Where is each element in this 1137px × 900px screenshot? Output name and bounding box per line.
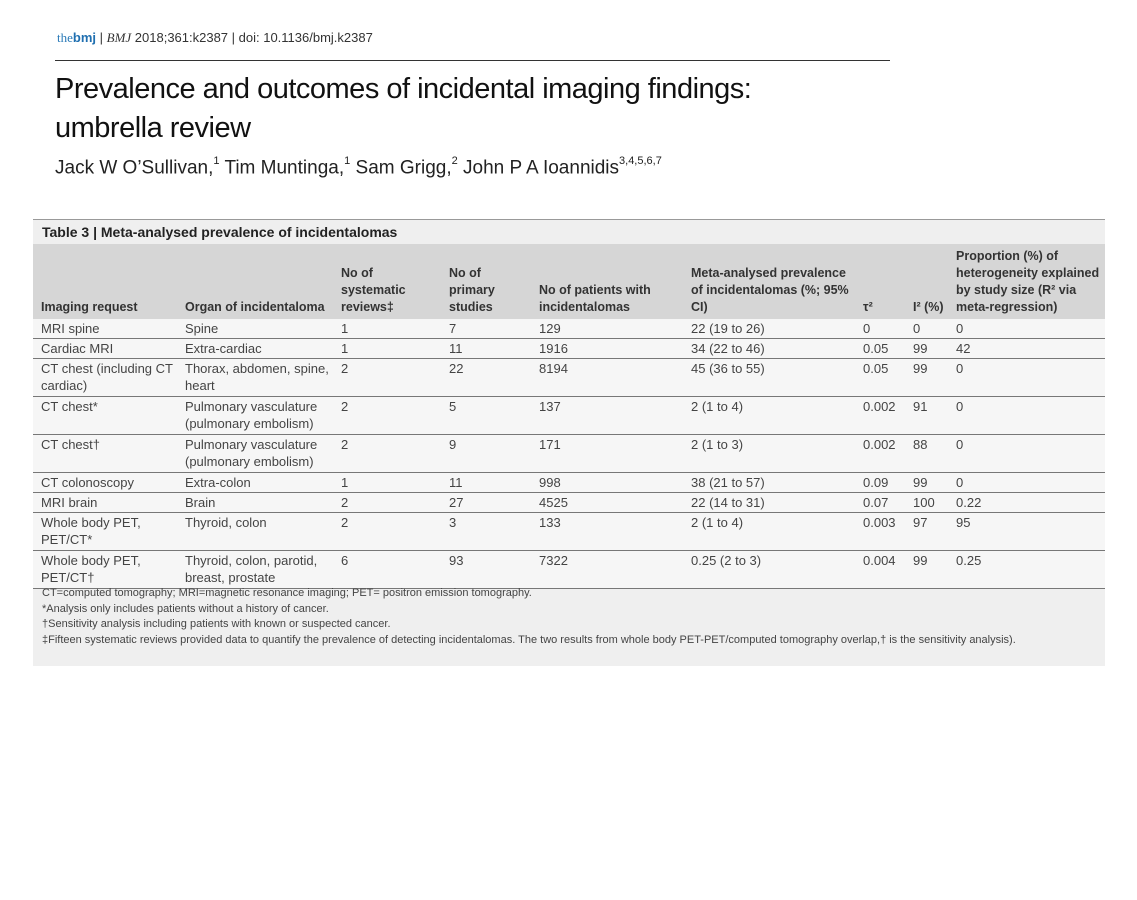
- author-affiliation: 3,4,5,6,7: [619, 155, 662, 167]
- table-cell: 22 (14 to 31): [683, 493, 855, 513]
- column-header: Proportion (%) of heterogeneity explained by study size (R² via meta-regression): [948, 244, 1105, 319]
- header-separator: |: [96, 30, 107, 45]
- table-cell: 99: [905, 473, 948, 493]
- table-cell: 1916: [531, 339, 683, 359]
- table-cell: 2: [333, 435, 441, 473]
- table-cell: 99: [905, 339, 948, 359]
- table-row: [33, 473, 1105, 493]
- table-cell: Thyroid, colon, parotid, breast, prostate: [177, 551, 333, 589]
- citation: 2018;361:k2387 | doi: 10.1136/bmj.k2387: [131, 30, 373, 45]
- table-cell: 6: [333, 551, 441, 589]
- table-cell: MRI spine: [33, 319, 177, 339]
- table-cell: 0: [855, 319, 905, 339]
- table-cell: 0.05: [855, 359, 905, 397]
- author-name: Jack W O’Sullivan,: [55, 157, 214, 179]
- paper-title: Prevalence and outcomes of incidental imaging findings: umbrella review: [55, 73, 752, 144]
- table-cell: 133: [531, 513, 683, 551]
- table-row: [33, 513, 1105, 551]
- column-header: No of primary studies: [441, 244, 531, 319]
- table-cell: 100: [905, 493, 948, 513]
- table-cell: 129: [531, 319, 683, 339]
- table-cell: 34 (22 to 46): [683, 339, 855, 359]
- table-cell: 4525: [531, 493, 683, 513]
- table-cell: 1: [333, 319, 441, 339]
- author-name: John P A Ioannidis: [463, 157, 620, 179]
- table-cell: Spine: [177, 319, 333, 339]
- table-cell: 1: [333, 473, 441, 493]
- table-cell: 0.002: [855, 397, 905, 435]
- table-cell: CT chest*: [33, 397, 177, 435]
- footnote: CT=computed tomography; MRI=magnetic resonance imaging; PET= positron emission tomography.: [42, 587, 532, 599]
- table-cell: Pulmonary vasculature (pulmonary embolism): [177, 397, 333, 435]
- table-cell: 0: [948, 473, 1105, 493]
- table-container: [33, 219, 1105, 666]
- table-cell: 11: [441, 339, 531, 359]
- table-cell: 171: [531, 435, 683, 473]
- author-name: Tim Muntinga,: [224, 157, 345, 179]
- journal-name: BMJ: [106, 30, 132, 45]
- table-cell: 2 (1 to 4): [683, 397, 855, 435]
- table-cell: Pulmonary vasculature (pulmonary embolism): [177, 435, 333, 473]
- table-cell: 3: [441, 513, 531, 551]
- table-cell: 88: [905, 435, 948, 473]
- table-cell: 27: [441, 493, 531, 513]
- journal-header: [57, 30, 373, 46]
- table-cell: 0.22: [948, 493, 1105, 513]
- table-header-row: [33, 244, 1105, 319]
- author-affiliation: 2: [451, 155, 458, 167]
- column-header: I² (%): [905, 244, 948, 319]
- column-header: τ²: [855, 244, 905, 319]
- column-header: Meta-analysed prevalence of incidentalomas (%; 95% CI): [683, 244, 855, 319]
- author-list: [55, 157, 662, 179]
- table-cell: 2: [333, 359, 441, 397]
- table-cell: 0.25: [948, 551, 1105, 589]
- table-cell: 9: [441, 435, 531, 473]
- data-table: [33, 244, 1105, 589]
- footnote: *Analysis only includes patients without a history of cancer.: [42, 602, 329, 615]
- table-cell: Brain: [177, 493, 333, 513]
- author-affiliation: 1: [213, 155, 220, 167]
- table-cell: 2: [333, 513, 441, 551]
- column-header: No of systematic reviews‡: [333, 244, 441, 319]
- table-cell: Whole body PET, PET/CT†: [33, 551, 177, 589]
- table-cell: Thyroid, colon: [177, 513, 333, 551]
- table-cell: 0.05: [855, 339, 905, 359]
- table-cell: Whole body PET, PET/CT*: [33, 513, 177, 551]
- table-cell: 0.003: [855, 513, 905, 551]
- table-cell: 0: [948, 435, 1105, 473]
- table-cell: 7: [441, 319, 531, 339]
- header-rule: [55, 60, 890, 61]
- table-cell: Extra-cardiac: [177, 339, 333, 359]
- table-cell: 38 (21 to 57): [683, 473, 855, 493]
- table-row: [33, 397, 1105, 435]
- table-cell: 0.25 (2 to 3): [683, 551, 855, 589]
- table-cell: 93: [441, 551, 531, 589]
- table-caption: Table 3 | Meta-analysed prevalence of incidentalomas: [42, 224, 398, 240]
- table-cell: 0.07: [855, 493, 905, 513]
- footnote: †Sensitivity analysis including patients with known or suspected cancer.: [42, 618, 391, 630]
- table-cell: 0.004: [855, 551, 905, 589]
- author-name: Sam Grigg,: [355, 157, 452, 179]
- table-cell: 0: [948, 397, 1105, 435]
- table-cell: 95: [948, 513, 1105, 551]
- column-header: No of patients with incidentalomas: [531, 244, 683, 319]
- table-row: [33, 493, 1105, 513]
- table-cell: CT colonoscopy: [33, 473, 177, 493]
- table-cell: 8194: [531, 359, 683, 397]
- table-footnotes: [42, 586, 1082, 648]
- table-row: [33, 551, 1105, 589]
- table-row: [33, 359, 1105, 397]
- table-cell: 42: [948, 339, 1105, 359]
- table-cell: 2: [333, 493, 441, 513]
- journal-logo-the: the: [57, 30, 73, 45]
- table-cell: Thorax, abdomen, spine, heart: [177, 359, 333, 397]
- table-cell: 91: [905, 397, 948, 435]
- table-cell: 0: [905, 319, 948, 339]
- footnote: ‡Fifteen systematic reviews provided data to quantify the prevalence of detecting incidentalomas. The two results from whole body PET-PET/computed tomography overlap,† is the sensitivity analysis).: [42, 633, 1016, 646]
- table-cell: 11: [441, 473, 531, 493]
- table-cell: 0.09: [855, 473, 905, 493]
- journal-logo-bmj: bmj: [72, 30, 97, 45]
- table-cell: 137: [531, 397, 683, 435]
- table-cell: 0: [948, 319, 1105, 339]
- table-cell: 99: [905, 551, 948, 589]
- table-cell: 0: [948, 359, 1105, 397]
- table-cell: 5: [441, 397, 531, 435]
- author-affiliation: 1: [344, 155, 351, 167]
- table-cell: MRI brain: [33, 493, 177, 513]
- column-header: Imaging request: [33, 244, 177, 319]
- column-header: Organ of incidentaloma: [177, 244, 333, 319]
- table-cell: Extra-colon: [177, 473, 333, 493]
- table-cell: Cardiac MRI: [33, 339, 177, 359]
- table-cell: 99: [905, 359, 948, 397]
- table-cell: 1: [333, 339, 441, 359]
- table-row: [33, 319, 1105, 339]
- table-cell: 22 (19 to 26): [683, 319, 855, 339]
- table-cell: 2: [333, 397, 441, 435]
- table-cell: CT chest (including CT cardiac): [33, 359, 177, 397]
- table-cell: CT chest†: [33, 435, 177, 473]
- table-cell: 2 (1 to 4): [683, 513, 855, 551]
- table-cell: 97: [905, 513, 948, 551]
- table-cell: 0.002: [855, 435, 905, 473]
- table-cell: 45 (36 to 55): [683, 359, 855, 397]
- table-cell: 22: [441, 359, 531, 397]
- table-cell: 998: [531, 473, 683, 493]
- table-cell: 7322: [531, 551, 683, 589]
- table-row: [33, 339, 1105, 359]
- table-cell: 2 (1 to 3): [683, 435, 855, 473]
- table-row: [33, 435, 1105, 473]
